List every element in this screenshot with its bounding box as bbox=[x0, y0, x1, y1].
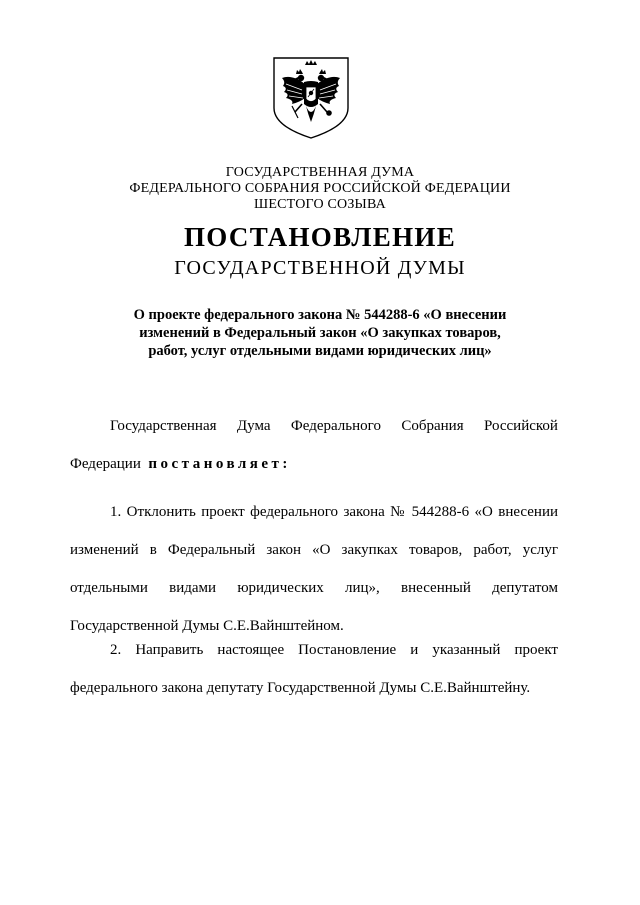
item1-line-4: Государственной Думы С.Е.Вайнштейном. bbox=[70, 618, 344, 634]
resolution-item-2 bbox=[70, 631, 558, 707]
org-line-3: ШЕСТОГО СОЗЫВА bbox=[254, 197, 386, 212]
preamble-paragraph bbox=[70, 407, 558, 483]
org-line-2: ФЕДЕРАЛЬНОГО СОБРАНИЯ РОССИЙСКОЙ ФЕДЕРАЦИИ bbox=[129, 181, 511, 196]
resolves-word: постановляет: bbox=[148, 456, 291, 472]
item2-line-2: федерального закона депутату Государственной Думы С.Е.Вайнштейну. bbox=[70, 680, 531, 696]
document-issuer: ГОСУДАРСТВЕННОЙ ДУМЫ bbox=[174, 257, 466, 279]
preamble-word: Федерального bbox=[290, 418, 381, 434]
item1-line-1: 1. Отклонить проект федерального закона № 544288-6 «О внесении bbox=[110, 504, 558, 520]
preamble-word: Собрания bbox=[401, 418, 464, 434]
preamble-word: Российской bbox=[484, 418, 558, 434]
item1-line-2: изменений в Федеральный закон «О закупках товаров, работ, услуг bbox=[70, 542, 558, 558]
org-line-1: ГОСУДАРСТВЕННАЯ ДУМА bbox=[225, 165, 415, 180]
subject-line-3: работ, услуг отдельными видами юридических лиц» bbox=[148, 343, 492, 359]
preamble-word: Государственная bbox=[110, 418, 217, 434]
item1-line-3: отдельными видами юридических лиц», внесенный депутатом bbox=[70, 580, 558, 596]
preamble-word: Дума bbox=[236, 418, 271, 434]
preamble-federation: Федерации bbox=[70, 456, 141, 472]
resolution-item-1 bbox=[70, 493, 558, 645]
document-title-block bbox=[0, 222, 640, 280]
document-subject bbox=[70, 306, 570, 360]
preamble-line-2 bbox=[70, 445, 558, 483]
organization-header bbox=[0, 165, 640, 213]
preamble-line-1 bbox=[70, 407, 558, 445]
subject-line-1: О проекте федерального закона № 544288-6 «О внесении bbox=[133, 307, 507, 323]
subject-line-2: изменений в Федеральный закон «О закупках товаров, bbox=[139, 325, 501, 341]
document-type-title: ПОСТАНОВЛЕНИЕ bbox=[183, 222, 456, 252]
russian-coat-of-arms-icon bbox=[272, 56, 350, 140]
item2-line-1: 2. Направить настоящее Постановление и указанный проект bbox=[110, 642, 558, 658]
